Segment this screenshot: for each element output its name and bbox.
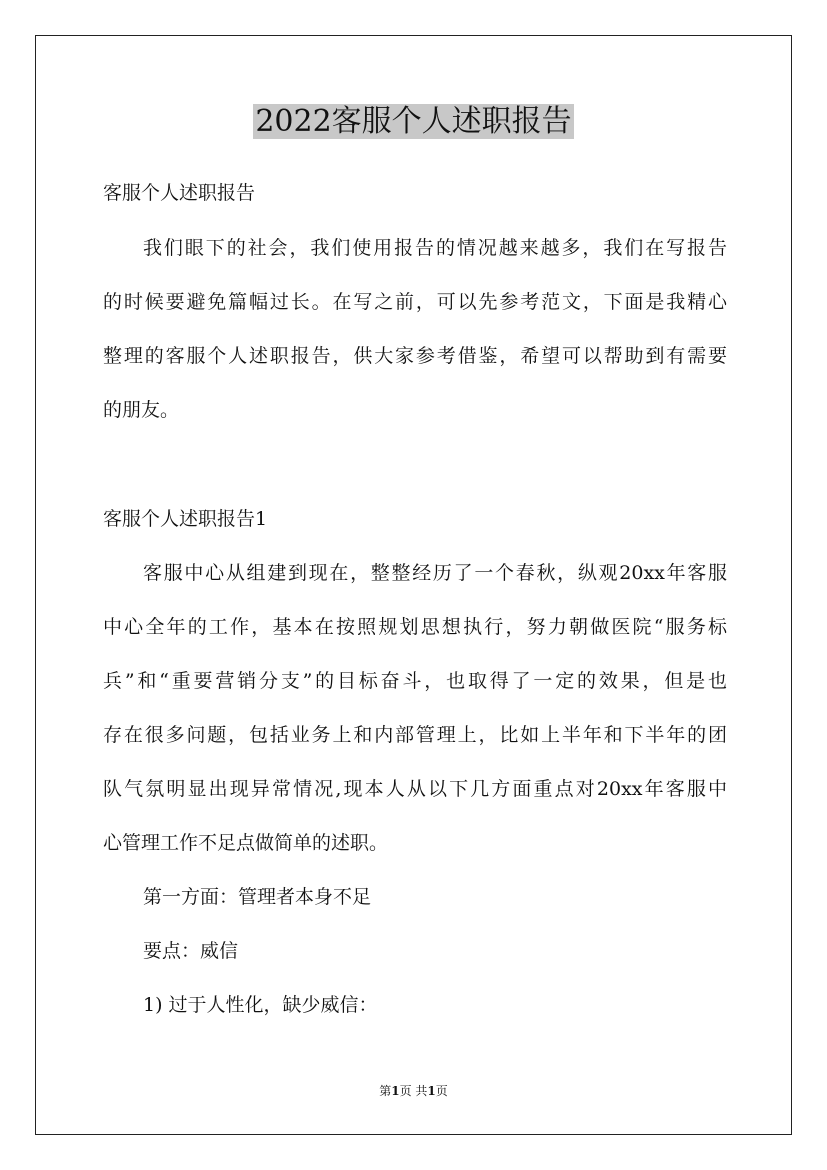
footer-prefix: 第 [379,1084,392,1098]
section-heading: 客服个人述职报告1 [103,508,268,530]
footer-current-page: 1 [391,1084,400,1098]
page-footer [0,1082,827,1100]
body-line-5: 队气氛明显出现异常情况,现本人从以下几方面重点对20xx年客服中 [103,778,727,800]
document-subtitle: 客服个人述职报告 [103,182,256,204]
document-title [0,101,827,143]
intro-line-2: 的时候要避免篇幅过长。在写之前，可以先参考范文，下面是我精心 [103,291,727,313]
footer-suffix: 页 [435,1084,448,1098]
point-heading: 第一方面：管理者本身不足 [143,886,372,908]
body-line-2: 中心全年的工作，基本在按照规划思想执行，努力朝做医院“服务标 [103,616,727,638]
body-line-6: 心管理工作不足点做简单的述职。 [103,832,389,854]
intro-line-4: 的朋友。 [103,399,180,421]
body-line-1: 客服中心从组建到现在，整整经历了一个春秋，纵观20xx年客服 [143,562,727,584]
intro-line-3: 整理的客服个人述职报告，供大家参考借鉴，希望可以帮助到有需要 [103,345,727,367]
list-item-1: 1) 过于人性化，缺少威信： [143,994,378,1016]
key-point: 要点：威信 [143,940,239,962]
intro-line-1: 我们眼下的社会，我们使用报告的情况越来越多，我们在写报告 [143,237,727,259]
body-line-4: 存在很多问题，包括业务上和内部管理上，比如上半年和下半年的团 [103,724,727,746]
document-title-text: 2022客服个人述职报告 [255,104,572,139]
body-line-3: 兵”和“重要营销分支”的目标奋斗，也取得了一定的效果，但是也 [103,670,727,692]
footer-total-pages: 1 [427,1084,436,1098]
footer-mid: 页 共 [399,1084,428,1098]
